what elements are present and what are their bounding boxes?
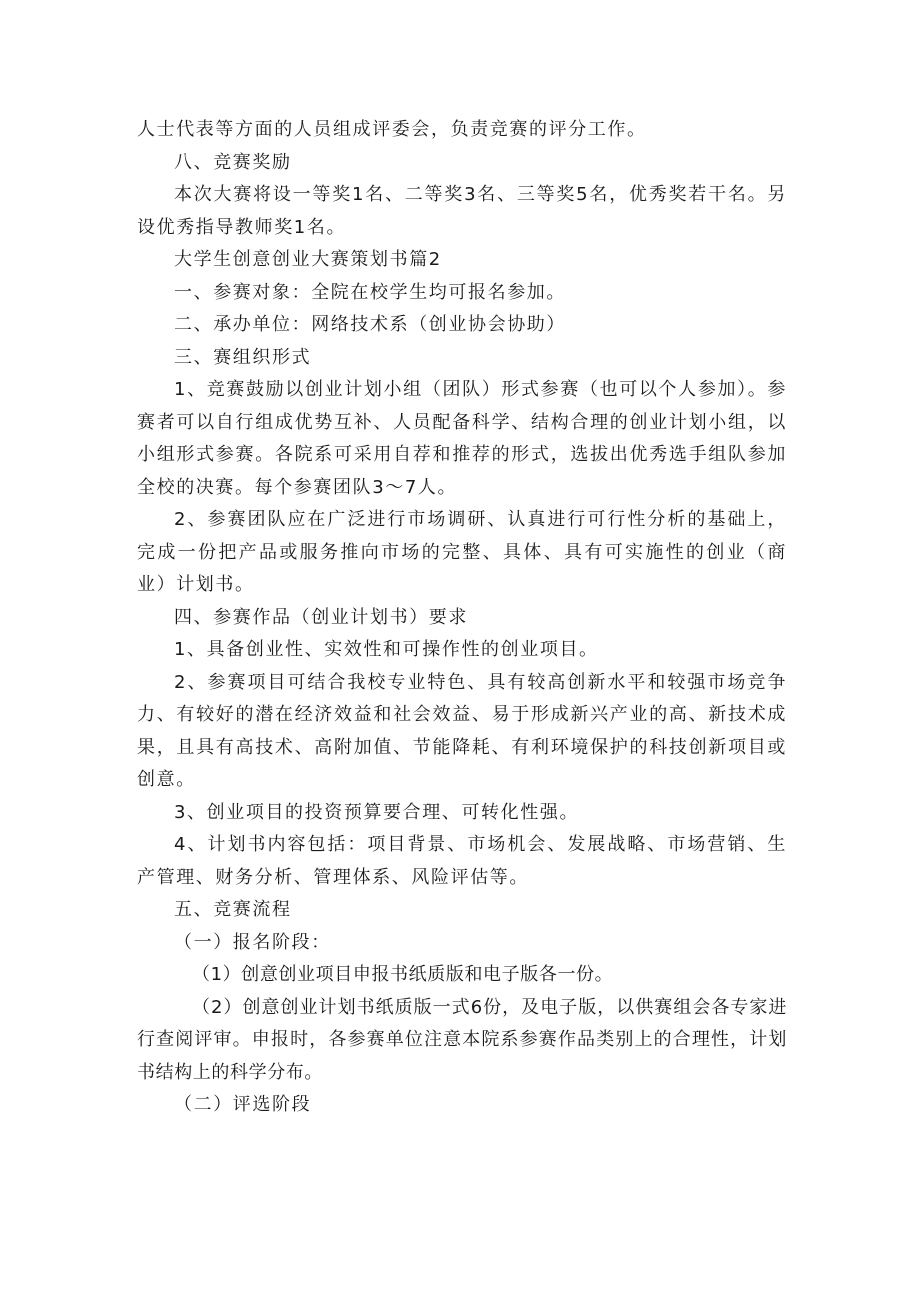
document-subtitle: 大学生创意创业大赛策划书篇2	[174, 249, 442, 270]
paragraph-requirement-1: 1、具备创业性、实效性和可操作性的创业项目。	[174, 639, 599, 660]
paragraph-requirement-4: 4、计划书内容包括：项目背景、市场机会、发展战略、市场营销、生产管理、财务分析、管理体系、风险评估等。	[137, 834, 787, 888]
section-heading-format: 三、赛组织形式	[174, 346, 312, 368]
paragraph-registration-1: （1）创意创业项目申报书纸质版和电子版各一份。	[192, 964, 614, 985]
paragraph-requirement-2: 2、参赛项目可结合我校专业特色、具有较高创新水平和较强市场竞争力、有较好的潜在经济效益和社会效益、易于形成新兴产业的高、新技术成果，且具有高技术、高附加值、节能降耗、有利环境保护的科技创新项目或创意。	[137, 671, 787, 790]
paragraph-continuation: 人士代表等方面的人员组成评委会，负责竞赛的评分工作。	[137, 119, 647, 140]
paragraph-organizer: 二、承办单位：网络技术系（创业协会协助）	[174, 314, 566, 335]
paragraph-registration-2: （2）创意创业计划书纸质版一式6份，及电子版，以供赛组会各专家进行查阅评审。申报时，各参赛单位注意本院系参赛作品类别上的合理性，计划书结构上的科学分布。	[137, 996, 787, 1083]
section-heading-requirements: 四、参赛作品（创业计划书）要求	[174, 606, 468, 628]
document-body	[137, 114, 787, 1122]
paragraph-awards: 本次大赛将设一等奖1名、二等奖3名、三等奖5名，优秀奖若干名。另设优秀指导教师奖1名。	[137, 184, 787, 238]
section-heading-awards: 八、竞赛奖励	[174, 151, 292, 173]
subsection-heading-registration: （一）报名阶段：	[174, 931, 331, 953]
paragraph-format-1: 1、竞赛鼓励以创业计划小组（团队）形式参赛（也可以个人参加）。参赛者可以自行组成优势互补、人员配备科学、结构合理的创业计划小组，以小组形式参赛。各院系可采用自荐和推荐的形式，选拔出优秀选手组队参加全校的决赛。每个参赛团队3〜7人。	[137, 379, 787, 498]
paragraph-participants: 一、参赛对象：全院在校学生均可报名参加。	[174, 281, 566, 303]
section-heading-process: 五、竞赛流程	[174, 899, 292, 920]
paragraph-requirement-3: 3、创业项目的投资预算要合理、可转化性强。	[174, 801, 580, 823]
paragraph-format-2: 2、参赛团队应在广泛进行市场调研、认真进行可行性分析的基础上，完成一份把产品或服务推向市场的完整、具体、具有可实施性的创业（商业）计划书。	[137, 509, 787, 595]
subsection-heading-selection: （二）评选阶段	[174, 1094, 312, 1115]
